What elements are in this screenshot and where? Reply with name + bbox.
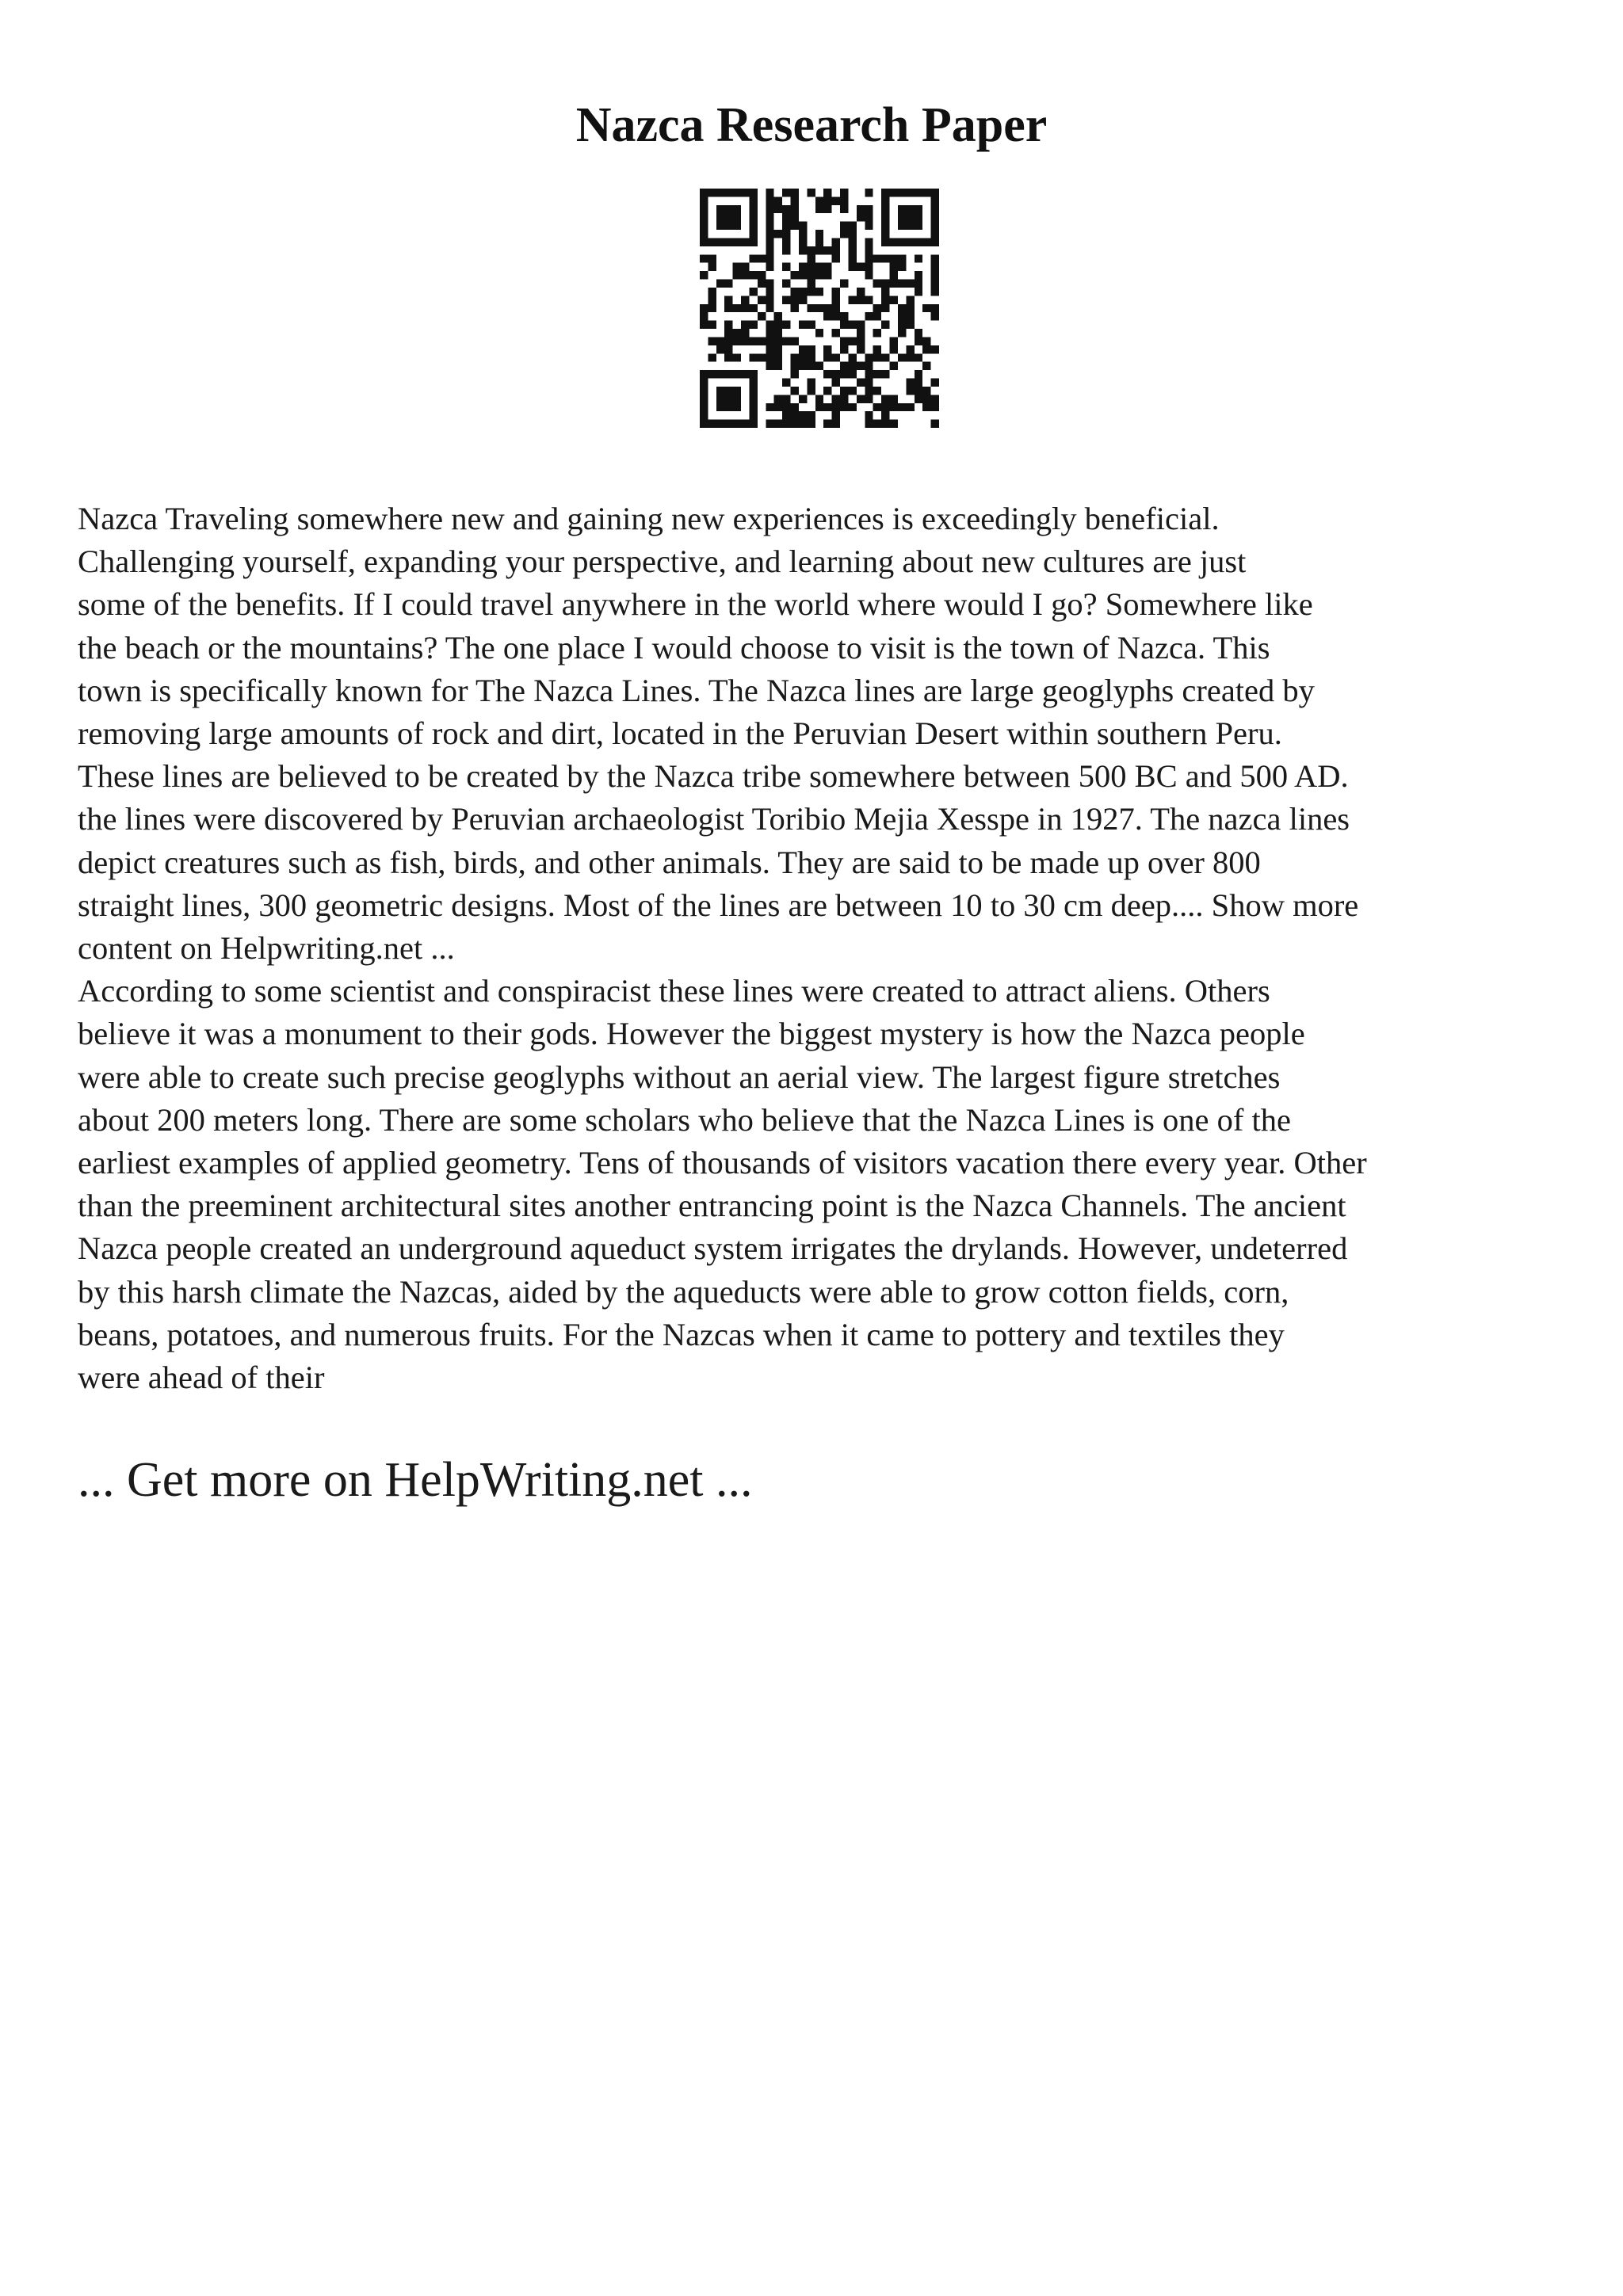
text-line: depict creatures such as fish, birds, and other animals. They are said to be made up over 800 <box>78 844 1261 880</box>
article-body <box>78 498 1583 1399</box>
page-title: Nazca Research Paper <box>575 98 1048 152</box>
text-line: about 200 meters long. There are some scholars who believe that the Nazca Lines is one of the <box>78 1101 1291 1138</box>
get-more-link[interactable]: ... Get more on HelpWriting.net ... <box>78 1453 753 1507</box>
text-line: According to some scientist and conspiracist these lines were created to attract aliens. Others <box>78 973 1270 1009</box>
text-line: Nazca Traveling somewhere new and gaining new experiences is exceedingly beneficial. <box>78 501 1220 536</box>
text-line: were able to create such precise geoglyphs without an aerial view. The largest figure stretches <box>78 1058 1281 1095</box>
text-line: by this harsh climate the Nazcas, aided by the aqueducts were able to grow cotton fields, corn, <box>78 1273 1289 1310</box>
paragraph <box>78 498 1583 970</box>
text-line: than the preeminent architectural sites another entrancing point is the Nazca Channels. The ancient <box>78 1188 1346 1224</box>
paragraph <box>78 970 1583 1399</box>
text-line: Challenging yourself, expanding your perspective, and learning about new cultures are just <box>78 543 1247 580</box>
text-line: some of the benefits. If I could travel anywhere in the world where would I go? Somewhere like <box>78 586 1313 623</box>
text-line: straight lines, 300 geometric designs. Most of the lines are between 10 to 30 cm deep.... Show more <box>78 887 1359 923</box>
text-line: earliest examples of applied geometry. Tens of thousands of visitors vacation there every year. Other <box>78 1145 1367 1181</box>
text-line: were ahead of their <box>78 1360 325 1396</box>
text-line: These lines are believed to be created by the Nazca tribe somewhere between 500 BC and 500 AD. <box>78 758 1349 795</box>
text-line: removing large amounts of rock and dirt, located in the Peruvian Desert within southern Peru. <box>78 715 1282 752</box>
text-line: believe it was a monument to their gods. However the biggest mystery is how the Nazca people <box>78 1016 1305 1052</box>
qr-code-icon <box>700 189 939 428</box>
text-line: the lines were discovered by Peruvian archaeologist Toribio Mejia Xesspe in 1927. The nazca lines <box>78 801 1350 837</box>
text-line: town is specifically known for The Nazca Lines. The Nazca lines are large geoglyphs created by <box>78 672 1315 708</box>
text-line: Nazca people created an underground aqueduct system irrigates the drylands. However, undeterred <box>78 1230 1348 1267</box>
text-line: the beach or the mountains? The one place I would choose to visit is the town of Nazca. This <box>78 629 1270 666</box>
text-line: content on Helpwriting.net ... <box>78 930 455 967</box>
text-line: beans, potatoes, and numerous fruits. For the Nazcas when it came to pottery and textiles they <box>78 1316 1285 1352</box>
